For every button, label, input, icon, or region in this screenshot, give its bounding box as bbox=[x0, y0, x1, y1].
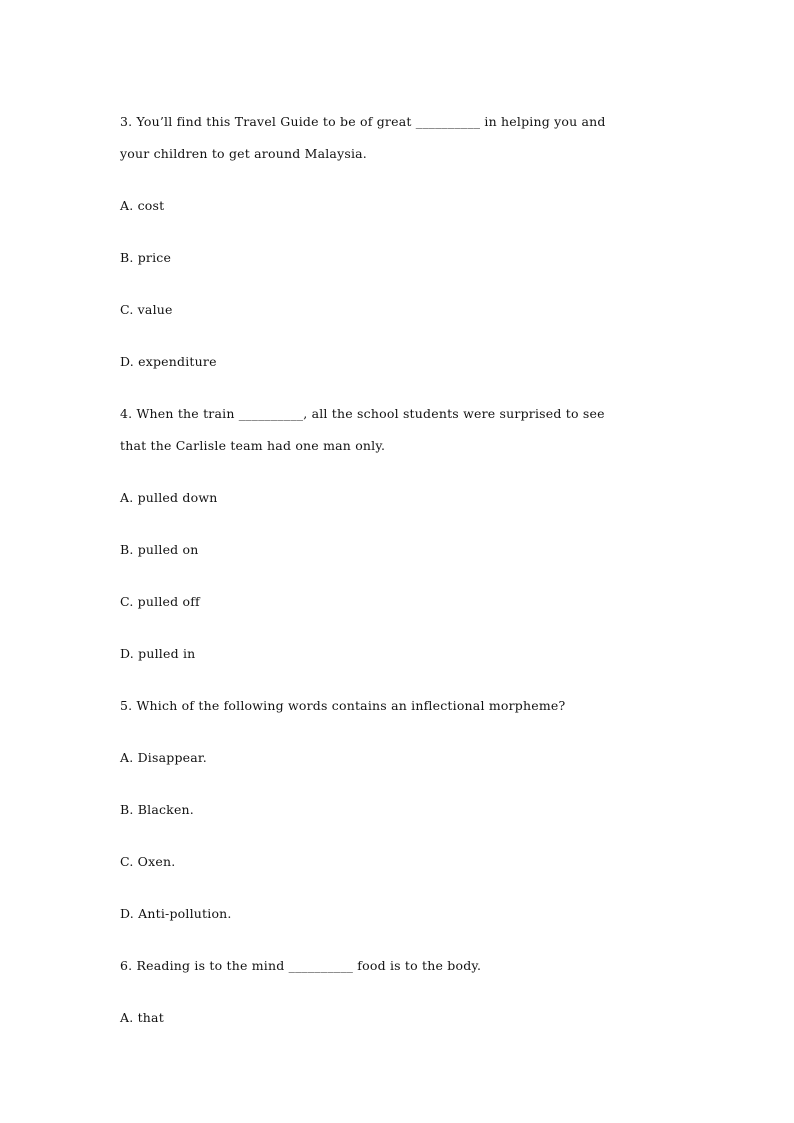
question-5-option-d: D. Anti-pollution. bbox=[120, 906, 232, 921]
question-5-option-a: A. Disappear. bbox=[120, 750, 207, 765]
question-4-option-a: A. pulled down bbox=[120, 490, 218, 505]
question-5-stem-line-1: 5. Which of the following words contains an inflectional morpheme? bbox=[120, 698, 566, 713]
question-3-option-d: D. expenditure bbox=[120, 354, 217, 369]
question-4-stem-line-2: that the Carlisle team had one man only. bbox=[120, 438, 386, 453]
question-4-stem-line-1: 4. When the train __________, all the school students were surprised to see bbox=[120, 406, 605, 421]
question-4-option-b: B. pulled on bbox=[120, 542, 199, 557]
question-3-option-a: A. cost bbox=[120, 198, 165, 213]
question-5-option-c: C. Oxen. bbox=[120, 854, 176, 869]
question-4-option-c: C. pulled off bbox=[120, 594, 200, 609]
question-6-stem-line-1: 6. Reading is to the mind __________ food is to the body. bbox=[120, 958, 482, 973]
question-3-option-b: B. price bbox=[120, 250, 172, 265]
question-3-option-c: C. value bbox=[120, 302, 173, 317]
question-3-stem-line-2: your children to get around Malaysia. bbox=[120, 146, 367, 161]
question-3-stem-line-1: 3. You’ll find this Travel Guide to be of great __________ in helping you and bbox=[120, 114, 606, 129]
question-6-option-a: A. that bbox=[120, 1010, 164, 1025]
question-5-option-b: B. Blacken. bbox=[120, 802, 194, 817]
question-4-option-d: D. pulled in bbox=[120, 646, 196, 661]
